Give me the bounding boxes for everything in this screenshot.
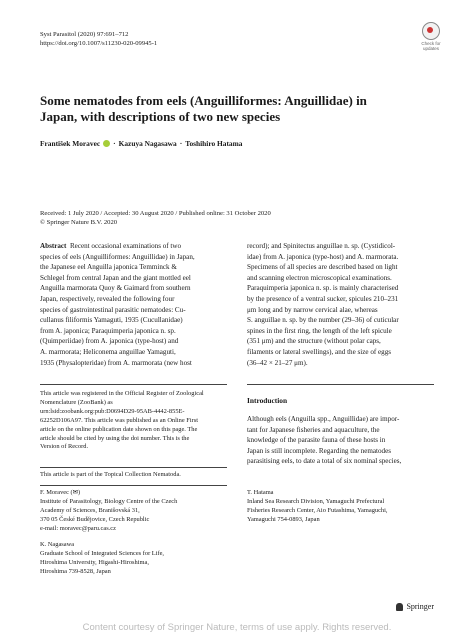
check-for-updates-badge[interactable] (414, 22, 448, 52)
abstract-line: 1935 (Physalopteridae) from A. marmorata (new host (40, 358, 192, 367)
springer-horse-icon (396, 603, 403, 611)
abstract-line: species of eels (Anguilliformes: Anguillidae) in Japan, (40, 252, 195, 261)
abstract-line: filaments or lateral swellings), and the size of eggs (247, 347, 391, 356)
crossmark-icon (422, 22, 440, 40)
author-hatama[interactable]: Toshihiro Hatama (185, 139, 243, 148)
badge-text-1: Check for (421, 41, 441, 46)
author-separator: · (113, 139, 116, 148)
article-title: Some nematodes from eels (Anguilliformes: Anguillidae) in Japan, with descriptions of two new species (40, 93, 367, 124)
abstract-right-column (247, 241, 434, 368)
affiliation-hatama: T. Hatama Inland Sea Research Division, Yamaguchi Prefectural Fisheries Research Center, Aio Futashima, Yamaguchi, Yamaguchi 754-0893, Japan (247, 489, 388, 523)
abstract-line: μm long and by narrow cervical alae, whereas (247, 305, 378, 314)
copyright-line: © Springer Nature B.V. 2020 (40, 219, 118, 226)
courtesy-footer: Content courtesy of Springer Nature, terms of use apply. Rights reserved. (82, 622, 392, 633)
publisher-logo (396, 602, 434, 611)
abstract-line: the Japanese eel Anguilla japonica Temminck & (40, 263, 177, 272)
author-nagasawa[interactable]: Kazuya Nagasawa (118, 139, 177, 148)
abstract-line: Paraquimperia japonica n. sp. is mainly characterised (247, 284, 399, 293)
abstract-line: species of gastrointestinal parasitic nematodes: Cu- (40, 305, 186, 314)
email-link[interactable]: e-mail: moravec@paru.cas.cz (40, 524, 116, 532)
abstract-line: Specimens of all species are described based on light (247, 263, 398, 272)
abstract-line: and scanning electron microscopical examinations. (247, 273, 392, 282)
journal-citation: Syst Parasitol (2020) 97:691–712 (40, 31, 129, 38)
abstract-line: (36–42 × 21–27 μm). (247, 358, 308, 367)
footnote-divider (40, 467, 227, 468)
abstract-line: (Quimperiidae) from A. japonica (type-host) and (40, 337, 179, 346)
abstract-line: from A. japonica; Paraquimperia japonica n. sp. (40, 326, 176, 335)
publisher-name: Springer (406, 602, 434, 611)
abstract-line: Japan, respectively, revealed the following four (40, 294, 175, 303)
section-divider (247, 384, 434, 385)
author-list (40, 139, 242, 148)
abstract-line-0: Abstract Recent occasional examinations of two (40, 242, 182, 250)
abstract-heading: Abstract (40, 242, 67, 250)
collection-note: This article is part of the Topical Collection Nematoda. (40, 471, 181, 478)
footnote-divider (40, 485, 227, 486)
abstract-line: Anguilla marmorata Quoy & Gaimard from southern (40, 284, 191, 293)
footnote-divider (40, 384, 227, 385)
abstract-line: spines in the first ring, the length of the left spicule (247, 326, 392, 335)
abstract-line: Schlegel from central Japan and the giant mottled eel (40, 273, 191, 282)
introduction-heading: Introduction (247, 396, 288, 405)
abstract-line: idae) from A. japonica (type-host) and A. marmorata. (247, 252, 399, 261)
author-moravec[interactable]: František Moravec (40, 139, 101, 148)
abstract-left-column (40, 241, 227, 368)
dates-line: Received: 1 July 2020 / Accepted: 30 August 2020 / Published online: 31 October 2020 (40, 210, 271, 217)
introduction-text: Although eels (Anguilla spp., Anguillidae) are impor- tant for Japanese fisheries and aquaculture, the knowledge of the parasite fauna of these hosts in Japan is still incomplete. Regarding the nematodes parasitising eels, to date a total of six nominal species, (247, 415, 402, 466)
abstract-line: cullanus filiformis Yamaguti, 1935 (Cucullanidae) (40, 316, 183, 325)
abstract-line: by the presence of a ventral sucker, spicules 210–231 (247, 294, 399, 303)
abstract-line: S. anguillae n. sp. by the number (29–36) of cuticular (247, 316, 399, 325)
author-separator: · (179, 139, 183, 148)
affiliation-moravec: F. Moravec (✉) Institute of Parasitology, Biology Centre of the Czech Academy of Sciences, Branišovská 31, 370 05 České Budějovice, Czech Republic e-mail: moravec@paru.cas.cz (40, 489, 227, 534)
orcid-icon[interactable] (103, 140, 110, 147)
zoobank-note: This article was registered in the Official Register of Zoological Nomenclature (ZooBank) as urn:lsid:zoobank.org:pub:D0694D29-95AB-4442-855E- 62252D106A97. This article was published as an Online First article on the online publication date shown on this page. The article should be cited by using the doi number. This is the Version of Record. (40, 390, 204, 451)
doi-link[interactable]: https://doi.org/10.1007/s11230-020-09945-1 (40, 40, 158, 47)
badge-text-2: updates (422, 46, 439, 51)
abstract-line: (351 μm) and the structure (without polar caps, (247, 337, 381, 346)
abstract-line: record); and Spinitectus anguillae n. sp. (Cystidicol- (247, 242, 396, 250)
publication-dates (40, 209, 271, 227)
abstract-line: A. marmorata; Heliconema anguillae Yamaguti, (40, 347, 176, 356)
affiliation-nagasawa: K. Nagasawa Graduate School of Integrated Sciences for Life, Hiroshima University, Higashi-Hiroshima, Hiroshima 739-8528, Japan (40, 541, 165, 575)
